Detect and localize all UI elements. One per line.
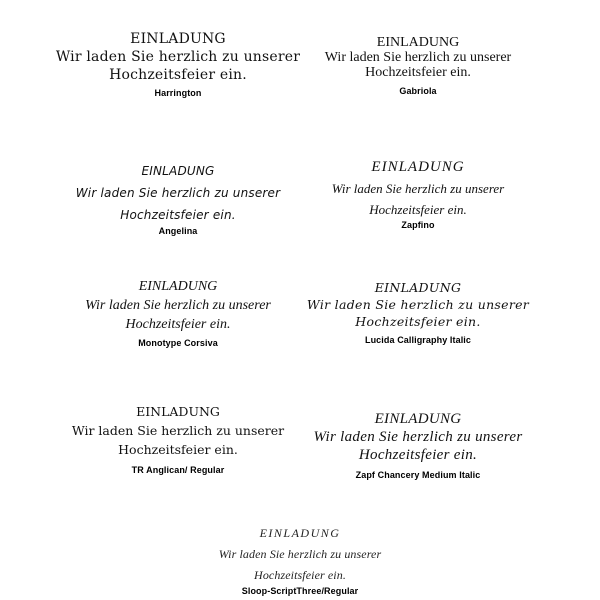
sample-line: Wir laden Sie herzlich zu unserer bbox=[331, 181, 505, 196]
sample-heading: EINLADUNG bbox=[374, 411, 462, 427]
sample-heading: EINLADUNG bbox=[374, 280, 462, 295]
font-name-label: Monotype Corsiva bbox=[138, 338, 218, 348]
sample-line: Hochzeitsfeier ein. bbox=[254, 568, 346, 582]
sample-line: Wir laden Sie herzlich zu unserer bbox=[71, 423, 285, 438]
font-name-label: Harrington bbox=[154, 88, 202, 98]
sample-heading: EINLADUNG bbox=[376, 35, 460, 50]
sample-heading: EINLADUNG bbox=[136, 404, 220, 419]
sample-heading: EINLADUNG bbox=[141, 164, 215, 178]
font-sample-harrington bbox=[38, 30, 318, 98]
sample-line: Hochzeitsfeier ein. bbox=[355, 314, 481, 329]
font-name-label: Gabriola bbox=[399, 86, 437, 96]
sample-heading: EINLADUNG bbox=[138, 279, 218, 294]
font-sample-monotype-corsiva bbox=[38, 277, 318, 348]
font-sample-lucida-calligraphy bbox=[278, 279, 558, 345]
sample-line: Hochzeitsfeier ein. bbox=[365, 65, 471, 80]
sample-line: Hochzeitsfeier ein. bbox=[109, 67, 247, 83]
font-name-label: Zapfino bbox=[401, 220, 435, 230]
font-sample-zapfino bbox=[278, 157, 558, 230]
font-name-label: TR Anglican/ Regular bbox=[131, 465, 225, 475]
sample-heading: EINLADUNG bbox=[130, 31, 226, 47]
sample-line: Wir laden Sie herzlich zu unserer bbox=[85, 298, 271, 313]
font-sample-sloop-script bbox=[150, 523, 450, 596]
sample-line: Hochzeitsfeier ein. bbox=[120, 208, 236, 222]
sample-line: Wir laden Sie herzlich zu unserer bbox=[313, 429, 523, 445]
sample-line: Wir laden Sie herzlich zu unserer bbox=[324, 50, 512, 65]
font-name-label: Sloop-ScriptThree/Regular bbox=[241, 586, 359, 596]
sample-line: Wir laden Sie herzlich zu unserer bbox=[218, 547, 382, 561]
sample-line: Wir laden Sie herzlich zu unserer bbox=[55, 49, 301, 65]
font-name-label: Angelina bbox=[158, 226, 198, 236]
font-sample-tr-anglican bbox=[38, 402, 318, 475]
sample-line: Hochzeitsfeier ein. bbox=[118, 442, 238, 457]
sample-heading: EINLADUNG bbox=[259, 526, 341, 540]
sample-line: Hochzeitsfeier ein. bbox=[125, 317, 231, 332]
font-sample-zapf-chancery bbox=[278, 410, 558, 480]
font-name-label: Lucida Calligraphy Italic bbox=[364, 335, 472, 345]
font-name-label: Zapf Chancery Medium Italic bbox=[355, 470, 481, 480]
sample-heading: EINLADUNG bbox=[371, 159, 465, 175]
sample-line: Hochzeitsfeier ein. bbox=[369, 202, 467, 217]
font-sample-gabriola bbox=[278, 35, 558, 96]
sample-line: Hochzeitsfeier ein. bbox=[358, 447, 478, 463]
sample-line: Wir laden Sie herzlich zu unserer bbox=[306, 297, 530, 312]
sample-line: Wir laden Sie herzlich zu unserer bbox=[75, 186, 281, 200]
font-sample-angelina bbox=[38, 160, 318, 236]
